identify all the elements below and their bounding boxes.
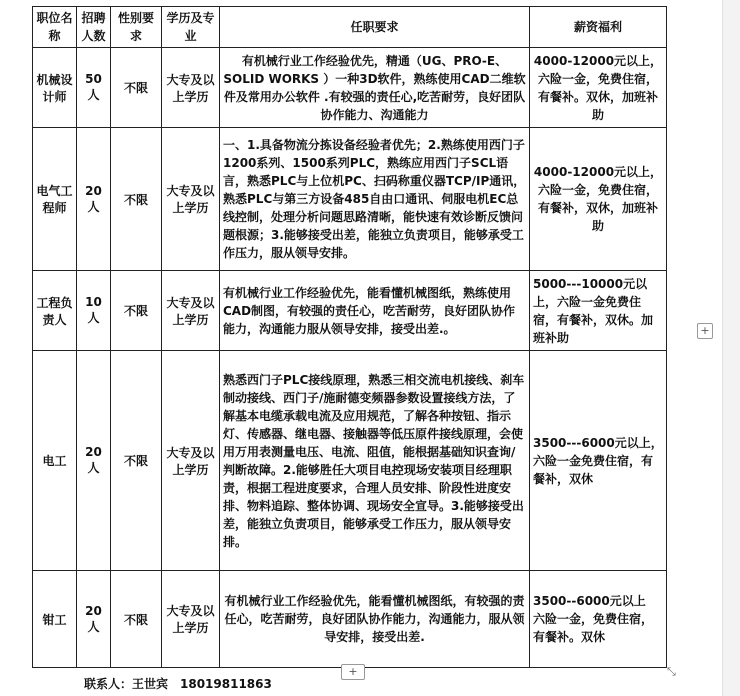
recruitment-table	[32, 6, 667, 668]
right-margin-strip	[722, 0, 740, 696]
table-header-row	[33, 7, 667, 48]
resize-handle-icon[interactable]: ⤡	[667, 665, 676, 678]
cell-education: 大专及以上学历	[162, 571, 220, 668]
header-headcount: 招聘人数	[77, 7, 111, 48]
cell-salary: 4000-12000元以上，六险一金，免费住宿，有餐补。双休，加班补助	[530, 48, 667, 128]
cell-salary: 3500--6000元以上 六险一金，免费住宿，有餐补。双休	[530, 571, 667, 668]
table-row	[33, 351, 667, 571]
cell-position: 钳工	[33, 571, 77, 668]
cell-requirements: 有机械行业工作经验优先，精通（UG、PRO-E、SOLID WORKS ）一种3D软件，熟练使用CAD二维软件及常用办公软件 .有较强的责任心,吃苦耐劳，良好团队协作能力、沟通能力	[220, 48, 530, 128]
cell-gender: 不限	[111, 571, 162, 668]
insert-row-button[interactable]: +	[697, 323, 713, 339]
header-gender: 性别要求	[111, 7, 162, 48]
cell-requirements: 有机械行业工作经验优先，能看懂机械图纸，有较强的责任心，吃苦耐劳，良好团队协作能力，沟通能力，服从领导安排，接受出差.	[220, 571, 530, 668]
header-education: 学历及专业	[162, 7, 220, 48]
cell-gender: 不限	[111, 271, 162, 351]
table-row	[33, 571, 667, 668]
cell-education: 大专及以上学历	[162, 271, 220, 351]
cell-headcount: 20人	[77, 351, 111, 571]
cell-position: 电气工程师	[33, 128, 77, 271]
header-salary: 薪资福利	[530, 7, 667, 48]
cell-headcount: 10人	[77, 271, 111, 351]
header-requirements: 任职要求	[220, 7, 530, 48]
cell-education: 大专及以上学历	[162, 128, 220, 271]
cell-position: 机械设计师	[33, 48, 77, 128]
cell-requirements: 有机械行业工作经验优先，能看懂机械图纸，熟练使用CAD制图，有较强的责任心，吃苦耐劳，良好团队协作能力，沟通能力服从领导安排，接受出差.。	[220, 271, 530, 351]
table-row	[33, 271, 667, 351]
cell-position: 工程负责人	[33, 271, 77, 351]
table-row	[33, 48, 667, 128]
cell-position: 电工	[33, 351, 77, 571]
insert-column-button[interactable]: +	[341, 664, 365, 680]
cell-salary: 3500---6000元以上，六险一金免费住宿，有餐补，双休	[530, 351, 667, 571]
cell-headcount: 20人	[77, 128, 111, 271]
cell-gender: 不限	[111, 351, 162, 571]
cell-gender: 不限	[111, 48, 162, 128]
cell-requirements: 熟悉西门子PLC接线原理，熟悉三相交流电机接线、刹车制动接线、西门子/施耐德变频器参数设置接线方法，了解基本电缆承载电流及应用规范，了解各种按钮、指示灯、传感器、继电器、接触器等低压原件接线原理，会使用万用表测量电压、电流、阻值，能根据基础知识查询/判断故障。2.能够胜任大项目电控现场安装项目经理职责，根据工程进度要求，合理人员安排、阶段性进度安排、物料追踪、整体协调、现场安全宣导。3.能够接受出差，能独立负责项目，能够承受工作压力，服从领导安排。	[220, 351, 530, 571]
contact-line: 联系人：王世宾 18019811863	[84, 677, 272, 691]
cell-headcount: 20人	[77, 571, 111, 668]
cell-gender: 不限	[111, 128, 162, 271]
cell-salary: 4000-12000元以上，六险一金，免费住宿，有餐补，双休，加班补助	[530, 128, 667, 271]
table-row	[33, 128, 667, 271]
cell-requirements: 一、1.具备物流分拣设备经验者优先；2.熟练使用西门子1200系列、1500系列PLC，熟练应用西门子SCL语言，熟悉PLC与上位机PC、扫码称重仪器TCP/IP通讯，熟悉PLC与第三方设备485自由口通讯、伺服电机EC总线控制，处理分析问题思路清晰，能快速有效诊断反馈问题根源；3.能够接受出差，能独立负责项目，能够承受工作压力，服从领导安排。	[220, 128, 530, 271]
cell-headcount: 50人	[77, 48, 111, 128]
cell-salary: 5000---10000元以上，六险一金免费住宿，有餐补，双休。加班补助	[530, 271, 667, 351]
header-position: 职位名称	[33, 7, 77, 48]
cell-education: 大专及以上学历	[162, 48, 220, 128]
cell-education: 大专及以上学历	[162, 351, 220, 571]
